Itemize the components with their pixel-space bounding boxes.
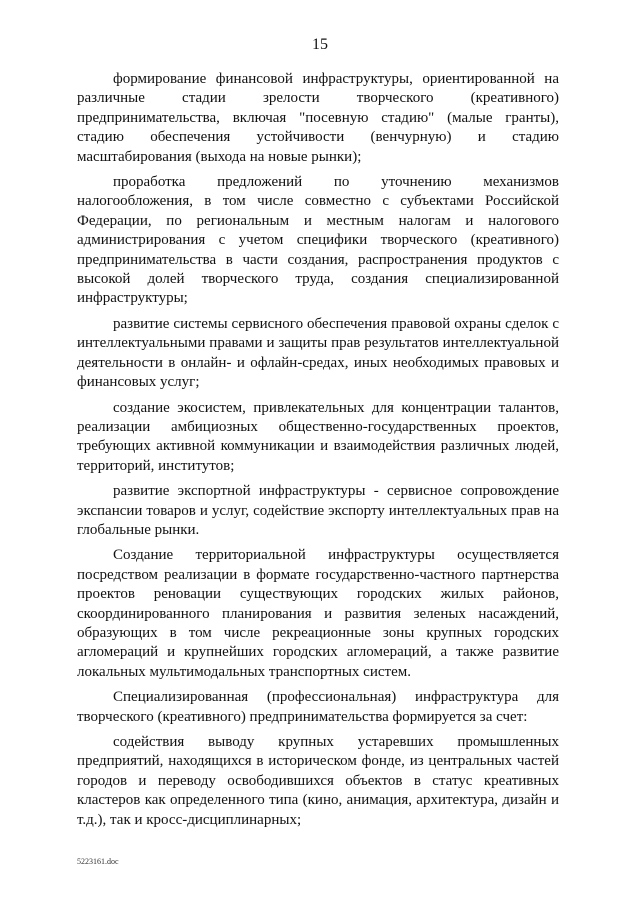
document-body (77, 70, 559, 830)
document-filename: 5223161.doc (77, 857, 119, 866)
paragraph-financial-infrastructure: формирование финансовой инфраструктуры, ориентированной на различные стадии зрелости творческого (креативного) предпринимательства, включая "посевную стадию" (малые гранты), стадию обеспечения устойчивости (венчурную) и стадию масштабирования (выхода на новые рынки); (77, 71, 559, 165)
paragraph-territorial-infrastructure: Создание территориальной инфраструктуры осуществляется посредством реализации в формате государственно-частного партнерства проектов реновации существующих городских жилых районов, скоординированного планирования и развития зеленых насаждений, образующих в том числе рекреационные зоны крупных городских агломераций и крупнейших городских агломераций, а также развитие локальных мультимодальных транспортных систем. (77, 547, 559, 680)
paragraph-industrial-relocation: содействия выводу крупных устаревших промышленных предприятий, находящихся в историческом фонде, из центральных частей городов и переводу освободившихся объектов в статус креативных кластеров как определенного типа (кино, анимация, архитектура, дизайн и т.д.), так и кросс-дисциплинарных; (77, 734, 559, 828)
paragraph-export-infrastructure: развитие экспортной инфраструктуры - сервисное сопровождение экспансии товаров и услуг, содействие экспорту интеллектуальных прав на глобальные рынки. (77, 483, 559, 538)
paragraph-specialized-infrastructure: Специализированная (профессиональная) инфраструктура для творческого (креативного) предпринимательства формируется за счет: (77, 689, 559, 725)
paragraph-ecosystems: создание экосистем, привлекательных для концентрации талантов, реализации амбициозных общественно-государственных проектов, требующих активной коммуникации и взаимодействия различных людей, территорий, институтов; (77, 399, 559, 474)
paragraph-legal-services: развитие системы сервисного обеспечения правовой охраны сделок с интеллектуальными правами и защиты прав результатов интеллектуальной деятельности в онлайн- и офлайн-средах, иных необходимых правовых и финансовых услуг; (77, 315, 559, 391)
page-number: 15 (312, 36, 328, 53)
paragraph-taxation: проработка предложений по уточнению механизмов налогообложения, в том числе совместно с субъектами Российской Федерации, по региональным и местным налогам и налогового администрирования с учетом специфики творческого (креативного) предпринимательства в части создания, распространения продуктов с высокой долей творческого труда, создания специализированной инфраструктуры; (77, 174, 559, 307)
